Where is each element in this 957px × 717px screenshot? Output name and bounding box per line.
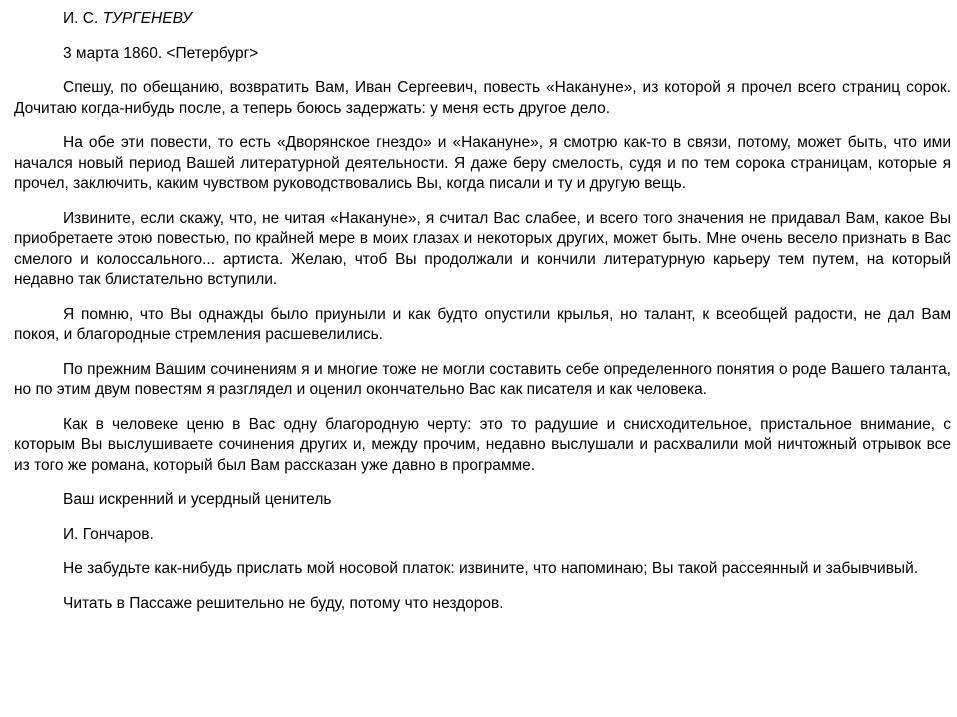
letter-postscript: Читать в Пассаже решительно не буду, потому что нездоров. (63, 594, 504, 612)
letter-paragraph: По прежним Вашим сочинениям я и многие тоже не могли составить себе определенного понятия о роде Вашего таланта, но по этим двум повестям я разглядел и оценил окончательно Вас как писателя и как человека. (14, 360, 951, 398)
letter-paragraph: Я помню, что Вы однажды было приуныли и как будто опустили крылья, но талант, к всеобщей радости, не дал Вам покоя, и благородные стремления расшевелились. (14, 305, 951, 343)
letter-paragraph: Извините, если скажу, что, не читая «Накануне», я считал Вас слабее, и всего того значения не придавал Вам, какое Вы приобретаете этою повестью, по крайней мере в моих глазах и некоторых других, может быть. Мне очень весело признать в Вас смелого и колоссального... артиста. Желаю, чтоб Вы продолжали и кончили литературную карьеру тем путем, на который недавно так блистательно вступили. (14, 209, 951, 288)
letter-postscript: Не забудьте как-нибудь прислать мой носовой платок: извините, что напоминаю; Вы такой рассеянный и забывчивый. (63, 560, 919, 577)
letter-paragraph: На обе эти повести, то есть «Дворянское гнездо» и «Накануне», я смотрю как-то в связи, потому, может быть, что ими начался новый период Вашей литературной деятельности. Я даже беру смелость, судя и по тем сорока страницам, которые я прочел, заключить, каким чувством руководствовались Вы, когда писали и ту и другую вещь. (14, 134, 951, 192)
letter-body (14, 9, 951, 628)
letter-closing: Ваш искренний и усердный ценитель (63, 491, 332, 508)
addressee-name: ТУРГЕНЕВУ (102, 10, 192, 27)
letter-paragraph: Спешу, по обещанию, возвратить Вам, Иван Сергеевич, повесть «Накануне», из которой я прочел всего страниц сорок. Дочитаю когда-нибудь после, а теперь боюсь задержать: у меня есть другое дело. (14, 79, 951, 117)
letter-signature: И. Гончаров. (63, 525, 154, 543)
letter-addressee (14, 9, 951, 30)
letter-paragraph: Как в человеке ценю в Вас одну благородную черту: это то радушие и снисходительное, пристальное внимание, с которым Вы выслушиваете сочинения других и, между прочим, недавно выслушали и расхвалили мой ничтожный отрывок все из того же романа, который был Вам рассказан уже давно в программе. (14, 415, 951, 474)
letter-date: 3 марта 1860. <Петербург> (63, 44, 259, 62)
addressee-initials: И. С. (63, 10, 103, 27)
